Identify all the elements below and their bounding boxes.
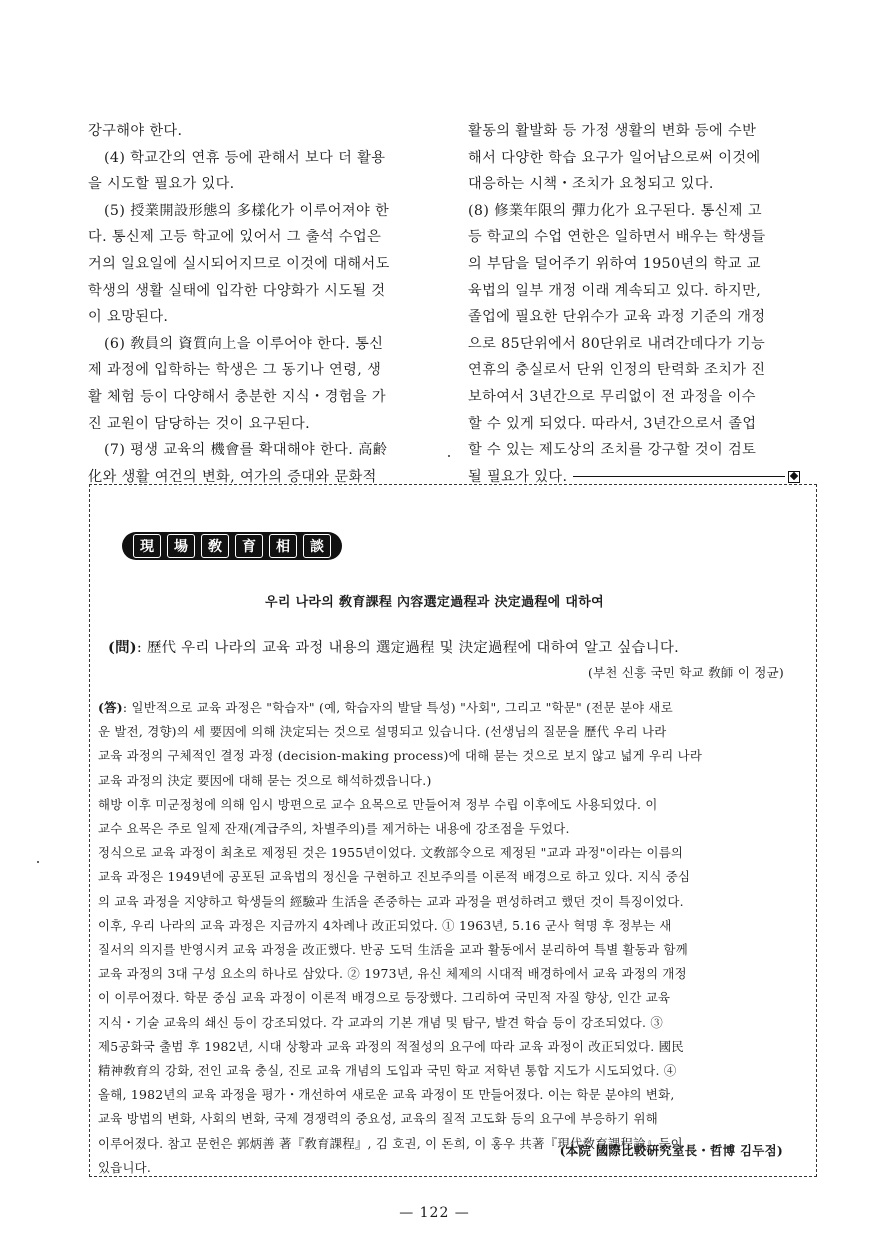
left-column	[88, 118, 446, 490]
question	[108, 636, 798, 657]
banner-char: 育	[235, 534, 263, 558]
answer-line: 운 발전, 경향)의 세 要因에 의해 決定되는 것으로 설명되고 있습니다. (선생님의 질문을 歷代 우리 나라	[98, 724, 667, 740]
section-banner	[122, 532, 342, 560]
answer-line: 지식・기술 교육의 쇄신 등이 강조되었다. 각 교과의 기본 개념 및 탐구, 발견 학습 등이 강조되었다. ③	[98, 1014, 664, 1030]
banner-char: 相	[269, 534, 297, 558]
answer-line: 이후, 우리 나라의 교육 과정은 지금까지 4차례나 改正되었다. ① 1963년, 5.16 군사 혁명 후 정부는 새	[98, 917, 672, 933]
left-line: 진 교원이 담당하는 것이 요구된다.	[88, 415, 311, 432]
diamond-end-icon	[788, 471, 800, 483]
asker-attribution: (부천 신흥 국민 학교 敎師 이 정균)	[587, 665, 784, 680]
right-line: (8) 修業年限의 彈力化가 요구된다. 통신제 고	[468, 202, 762, 219]
left-line: 강구해야 한다.	[88, 123, 183, 139]
answer-line: 질서의 의지를 반영시켜 교육 과정을 改正했다. 반공 도덕 生活을 교과 활동에서 분리하여 특별 활동과 함께	[98, 942, 688, 958]
answer	[98, 696, 810, 1180]
question-text: : 歷代 우리 나라의 교육 과정 내용의 選定過程 및 決定過程에 대하여 알고 싶습니다.	[136, 640, 679, 656]
answer-line	[98, 696, 810, 720]
right-column	[468, 118, 826, 490]
right-line: 활동의 활발화 등 가정 생활의 변화 등에 수반	[468, 123, 757, 139]
right-line: 대응하는 시책・조치가 요청되고 있다.	[468, 176, 714, 193]
answer-line: 올해, 1982년의 교육 과정을 평가・개선하여 새로운 교육 과정이 또 만들어졌다. 이는 학문 분야의 변화,	[98, 1087, 675, 1103]
answer-line: 교육 과정의 3대 구성 요소의 하나로 삼았다. ② 1973년, 유신 체제의 시대적 배경하에서 교육 과정의 개정	[98, 966, 687, 982]
banner-char: 敎	[201, 534, 229, 558]
answer-line: 해방 이후 미군정청에 의해 임시 방편으로 교수 요목으로 만들어져 정부 수립 이후에도 사용되었다. 이	[98, 796, 658, 812]
right-line: 할 수 있는 제도상의 조치를 강구할 것이 검토	[468, 442, 757, 459]
left-line: 이 요망된다.	[88, 309, 169, 326]
left-line: 제 과정에 입학하는 학생은 그 동기나 연령, 생	[88, 362, 382, 379]
answer-line-text: : 일반적으로 교육 과정은 "학습자" (예, 학습자의 발달 특성) "사회", 그리고 "학문" (전문 분야 새로	[122, 700, 673, 715]
question-tag: (問)	[108, 639, 137, 656]
left-line: 化와 생활 여건의 변화, 여가의 증대와 문화적	[88, 468, 377, 485]
right-line: 으로 85단위에서 80단위로 내려간데다가 기능	[468, 335, 766, 352]
right-line: 연휴의 충실로서 단위 인정의 탄력화 조치가 진	[468, 362, 766, 379]
banner-char: 場	[167, 534, 195, 558]
scan-speck	[448, 455, 450, 457]
left-line: (6) 敎員의 資質向上을 이루어야 한다. 통신	[104, 335, 384, 352]
answer-line: 교육 과정은 1949년에 공포된 교육법의 정신을 구현하고 진보주의를 이론적 배경으로 하고 있다. 지식 중심	[98, 869, 691, 885]
answer-line: 정식으로 교육 과정이 최초로 제정된 것은 1955년이었다. 文敎部令으로 제정된 "교과 과정"이라는 이름의	[98, 845, 684, 861]
left-line: (7) 평생 교육의 機會를 확대해야 한다. 高齢	[104, 442, 388, 459]
right-line: 등 학교의 수업 연한은 일하면서 배우는 학생들	[468, 229, 766, 246]
banner-char: 現	[133, 534, 161, 558]
end-rule	[573, 476, 785, 477]
right-line: 졸업에 필요한 단위수가 교육 과정 기준의 개정	[468, 309, 766, 326]
answer-line: 의 교육 과정을 지양하고 학생들의 經驗과 生活을 존중하는 교과 과정을 편성하려고 했던 것이 특징이었다.	[98, 893, 684, 909]
answer-line: 精神敎育의 강화, 전인 교육 충실, 진로 교육 개념의 도입과 국민 학교 저학년 통합 지도가 시도되었다. ④	[98, 1063, 677, 1079]
left-line: 거의 일요일에 실시되어지므로 이것에 대해서도	[88, 255, 390, 272]
answer-line: 교육 과정의 구체적인 결정 과정 (decision-making process)에 대해 묻는 것으로 보지 않고 넓게 우리 나라	[98, 748, 703, 764]
page-number: — 122 —	[399, 1205, 470, 1221]
left-line: (5) 授業開設形態의 多樣化가 이루어져야 한	[104, 202, 390, 219]
left-line: (4) 학교간의 연휴 등에 관해서 보다 더 활용	[104, 149, 386, 166]
right-line: 육법의 일부 개정 이래 계속되고 있다. 하지만,	[468, 282, 762, 299]
left-line: 다. 통신제 고등 학교에 있어서 그 출석 수업은	[88, 229, 382, 246]
answer-line: 이루어졌다. 참고 문헌은 郭炳善 著『敎育課程』, 김 호권, 이 돈희, 이 홍우 共著『現代敎育課程論』등이	[98, 1135, 683, 1151]
right-line-text: 될 필요가 있다.	[468, 468, 568, 485]
answer-line: 제5공화국 출범 후 1982년, 시대 상황과 교육 과정의 적절성의 요구에 따라 교육 과정이 改正되었다. 國民	[98, 1038, 684, 1054]
banner-char: 談	[303, 534, 331, 558]
right-line: 의 부담을 덜어주기 위하여 1950년의 학교 교	[468, 255, 761, 272]
answer-line: 있읍니다.	[98, 1159, 152, 1175]
left-line: 학생의 생활 실태에 입각한 다양화가 시도될 것	[88, 282, 386, 299]
left-line: 활 체험 등이 다양해서 충분한 지식・경험을 가	[88, 388, 386, 405]
answer-line: 이 이루어졌다. 학문 중심 교육 과정이 이론적 배경으로 등장했다. 그리하여 국민적 자질 향상, 인간 교육	[98, 990, 671, 1006]
right-line: 할 수 있게 되었다. 따라서, 3년간으로서 졸업	[468, 415, 757, 432]
end-mark	[567, 471, 800, 483]
answer-line: 교육 과정의 決定 要因에 대해 묻는 것으로 해석하겠읍니다.)	[98, 772, 432, 788]
right-line: 보하여서 3년간으로 무리없이 전 과정을 이수	[468, 388, 756, 405]
author-attribution: (本院 國際比較硏究室長・哲博 김두점)	[559, 1143, 783, 1158]
qa-title: 우리 나라의 敎育課程 內容選定過程과 決定過程에 대하여	[265, 595, 604, 610]
right-line: 해서 다양한 학습 요구가 일어남으로써 이것에	[468, 149, 761, 166]
answer-line: 교수 요목은 주로 일제 잔재(계급주의, 차별주의)를 제거하는 내용에 강조점을 두었다.	[98, 821, 570, 837]
answer-line: 교육 방법의 변화, 사회의 변화, 국제 경쟁력의 중요성, 교육의 질적 고도화 등의 요구에 부응하기 위해	[98, 1111, 658, 1127]
left-line: 을 시도할 필요가 있다.	[88, 176, 235, 193]
scan-speck	[37, 861, 39, 863]
answer-tag: (答)	[98, 700, 123, 715]
